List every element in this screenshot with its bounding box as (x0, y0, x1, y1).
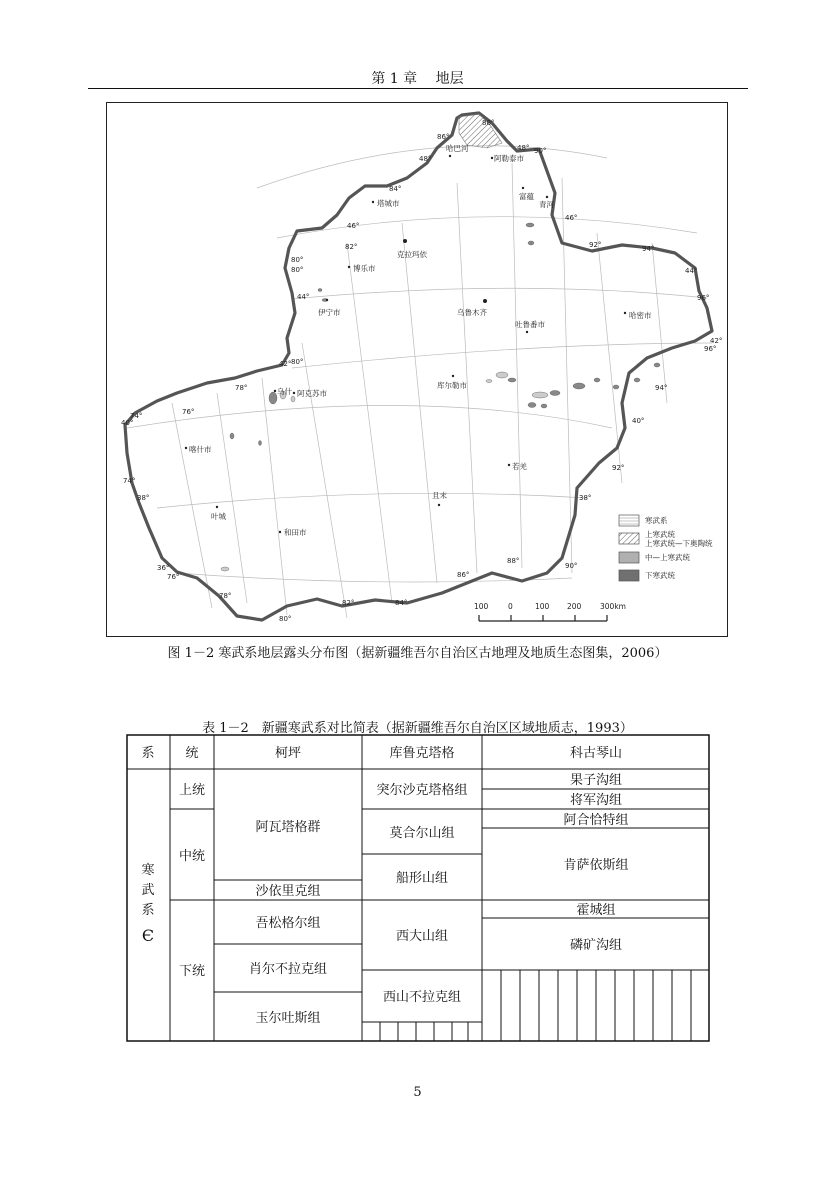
city-label: 喀什市 (189, 445, 212, 454)
table-caption: 表 1－2 新疆寒武系对比简表（据新疆维吾尔自治区区域地质志，1993） (202, 721, 633, 736)
svg-text:44°: 44° (297, 293, 310, 301)
city-label: 阿克苏市 (297, 389, 327, 398)
page-number: 5 (413, 1085, 422, 1100)
city-label: 哈密市 (629, 311, 652, 320)
svg-text:82°: 82° (345, 243, 358, 251)
legend-label: 下寒武统 (645, 571, 675, 580)
svg-text:86°: 86° (437, 133, 450, 141)
header-keping: 柯坪 (274, 746, 302, 761)
header-kuluke: 库鲁克塔格 (389, 746, 455, 761)
svg-text:40°: 40° (121, 419, 134, 427)
scale-bar (474, 602, 626, 621)
city-label: 阿勒泰市 (494, 154, 524, 163)
city-label: 乌鲁木齐 (457, 308, 487, 317)
svg-text:74°: 74° (123, 477, 136, 485)
kegu-huocheng: 霍城组 (576, 903, 616, 918)
keping-shayili: 沙依里克组 (255, 884, 321, 899)
svg-text:90°: 90° (534, 147, 547, 155)
svg-text:100: 100 (474, 602, 489, 611)
svg-text:90°: 90° (565, 562, 578, 570)
legend-swatch-lower (619, 570, 639, 581)
system-char: 系 (141, 903, 155, 918)
keping-yuertusi: 玉尔吐斯组 (255, 1011, 321, 1026)
svg-text:84°: 84° (389, 185, 402, 193)
svg-text:80°: 80° (291, 256, 304, 264)
city-label: 叶城 (211, 512, 226, 521)
map-svg (107, 103, 727, 636)
city-label: 和田市 (284, 528, 307, 537)
header-kegu: 科古琴山 (569, 746, 623, 761)
series-lower: 下统 (178, 964, 206, 979)
svg-text:80°: 80° (279, 615, 292, 623)
svg-text:94°: 94° (642, 245, 655, 253)
svg-text:42°: 42° (710, 337, 723, 345)
system-symbol: Є (141, 926, 155, 945)
legend-swatch-upper (619, 533, 639, 544)
city-label: 若羌 (512, 462, 527, 471)
kuluke-xishan: 西山不拉克组 (382, 990, 462, 1005)
header-xi: 系 (141, 746, 155, 761)
running-header: 第 1 章 地层 (371, 71, 464, 87)
hatched-outcrop (459, 114, 502, 148)
svg-text:48°: 48° (419, 155, 432, 163)
kegu-aheqia: 阿合恰特组 (563, 813, 629, 828)
figure-caption: 图 1－2 寒武系地层露头分布图（据新疆维吾尔自治区古地理及地质生态图集，2006） (167, 646, 668, 661)
city-label: 博乐市 (353, 264, 376, 273)
svg-text:74°: 74° (130, 412, 143, 420)
svg-text:46°: 46° (347, 222, 360, 230)
svg-text:94°: 94° (655, 384, 668, 392)
svg-text:0: 0 (508, 602, 513, 611)
svg-text:76°: 76° (182, 408, 195, 416)
city-label: 青河 (539, 200, 554, 209)
svg-text:48°: 48° (517, 144, 530, 152)
kegu-guozigou: 果子沟组 (569, 773, 623, 788)
city-label: 富蕴 (519, 192, 534, 201)
legend-label: 上寒武统—下奥陶统 (645, 539, 713, 548)
svg-text:92°: 92° (589, 241, 602, 249)
svg-text:76°: 76° (167, 573, 180, 581)
legend-swatch-middle-upper (619, 552, 639, 563)
outcrop-map (106, 102, 728, 637)
svg-text:46°: 46° (565, 214, 578, 222)
header-rule (88, 88, 748, 89)
legend-swatch-cambrian (619, 515, 639, 526)
keping-awatage: 阿瓦塔格群 (255, 820, 321, 835)
city-label: 且末 (432, 491, 447, 500)
svg-text:38°: 38° (579, 494, 592, 502)
svg-text:44°: 44° (685, 267, 698, 275)
svg-text:96°: 96° (697, 294, 710, 302)
svg-text:80°: 80° (291, 266, 304, 274)
legend-label: 中—上寒武统 (645, 553, 690, 562)
svg-text:40°: 40° (632, 417, 645, 425)
svg-text:96°: 96° (704, 345, 717, 353)
city-label: 吐鲁番市 (515, 320, 545, 329)
svg-text:36°: 36° (157, 564, 170, 572)
svg-text:78°: 78° (235, 384, 248, 392)
map-legend (619, 515, 713, 581)
header-tong: 统 (185, 746, 199, 761)
svg-text:86°: 86° (457, 571, 470, 579)
kuluke-xida: 西大山组 (395, 929, 449, 944)
svg-text:42°: 42° (279, 360, 292, 368)
system-char: 寒 (141, 863, 155, 878)
unconformity-hatch (380, 970, 691, 1041)
system-char: 武 (141, 883, 155, 898)
kegu-kensa: 肯萨依斯组 (563, 858, 629, 873)
kegu-linkuang: 磷矿沟组 (569, 938, 623, 953)
svg-text:88°: 88° (507, 557, 520, 565)
keping-wusongge: 吾松格尔组 (255, 916, 321, 931)
svg-text:84°: 84° (395, 599, 408, 607)
stratigraphy-table (126, 734, 710, 1044)
city-label: 伊宁市 (318, 308, 341, 317)
legend-label: 上寒武统 (645, 530, 675, 539)
legend-label: 寒武系 (645, 516, 668, 525)
svg-text:200: 200 (567, 602, 582, 611)
table-text (141, 745, 628, 1026)
city-label: 乌什 (277, 387, 292, 396)
keping-xiaoer: 肖尔不拉克组 (248, 962, 328, 977)
svg-text:78°: 78° (219, 592, 232, 600)
series-upper: 上统 (178, 783, 206, 798)
svg-text:92°: 92° (612, 464, 625, 472)
city-dots (185, 155, 626, 533)
kuluke-tuersha: 突尔沙克塔格组 (376, 783, 468, 798)
kuluke-chuanxing: 船形山组 (395, 871, 449, 886)
kuluke-moheer: 莫合尔山组 (389, 826, 455, 841)
city-label: 哈巴河 (446, 144, 469, 153)
svg-text:80°: 80° (291, 358, 304, 366)
series-middle: 中统 (178, 849, 206, 864)
kegu-jiangjun: 将军沟组 (569, 793, 623, 808)
svg-text:38°: 38° (137, 494, 150, 502)
svg-text:88°: 88° (482, 119, 495, 127)
svg-text:100: 100 (535, 602, 550, 611)
city-labels (189, 143, 655, 537)
city-label: 塔城市 (377, 199, 400, 208)
svg-text:82°: 82° (342, 599, 355, 607)
city-label: 库尔勒市 (437, 381, 467, 390)
svg-text:300km: 300km (600, 602, 626, 611)
city-label: 克拉玛依 (397, 250, 427, 259)
